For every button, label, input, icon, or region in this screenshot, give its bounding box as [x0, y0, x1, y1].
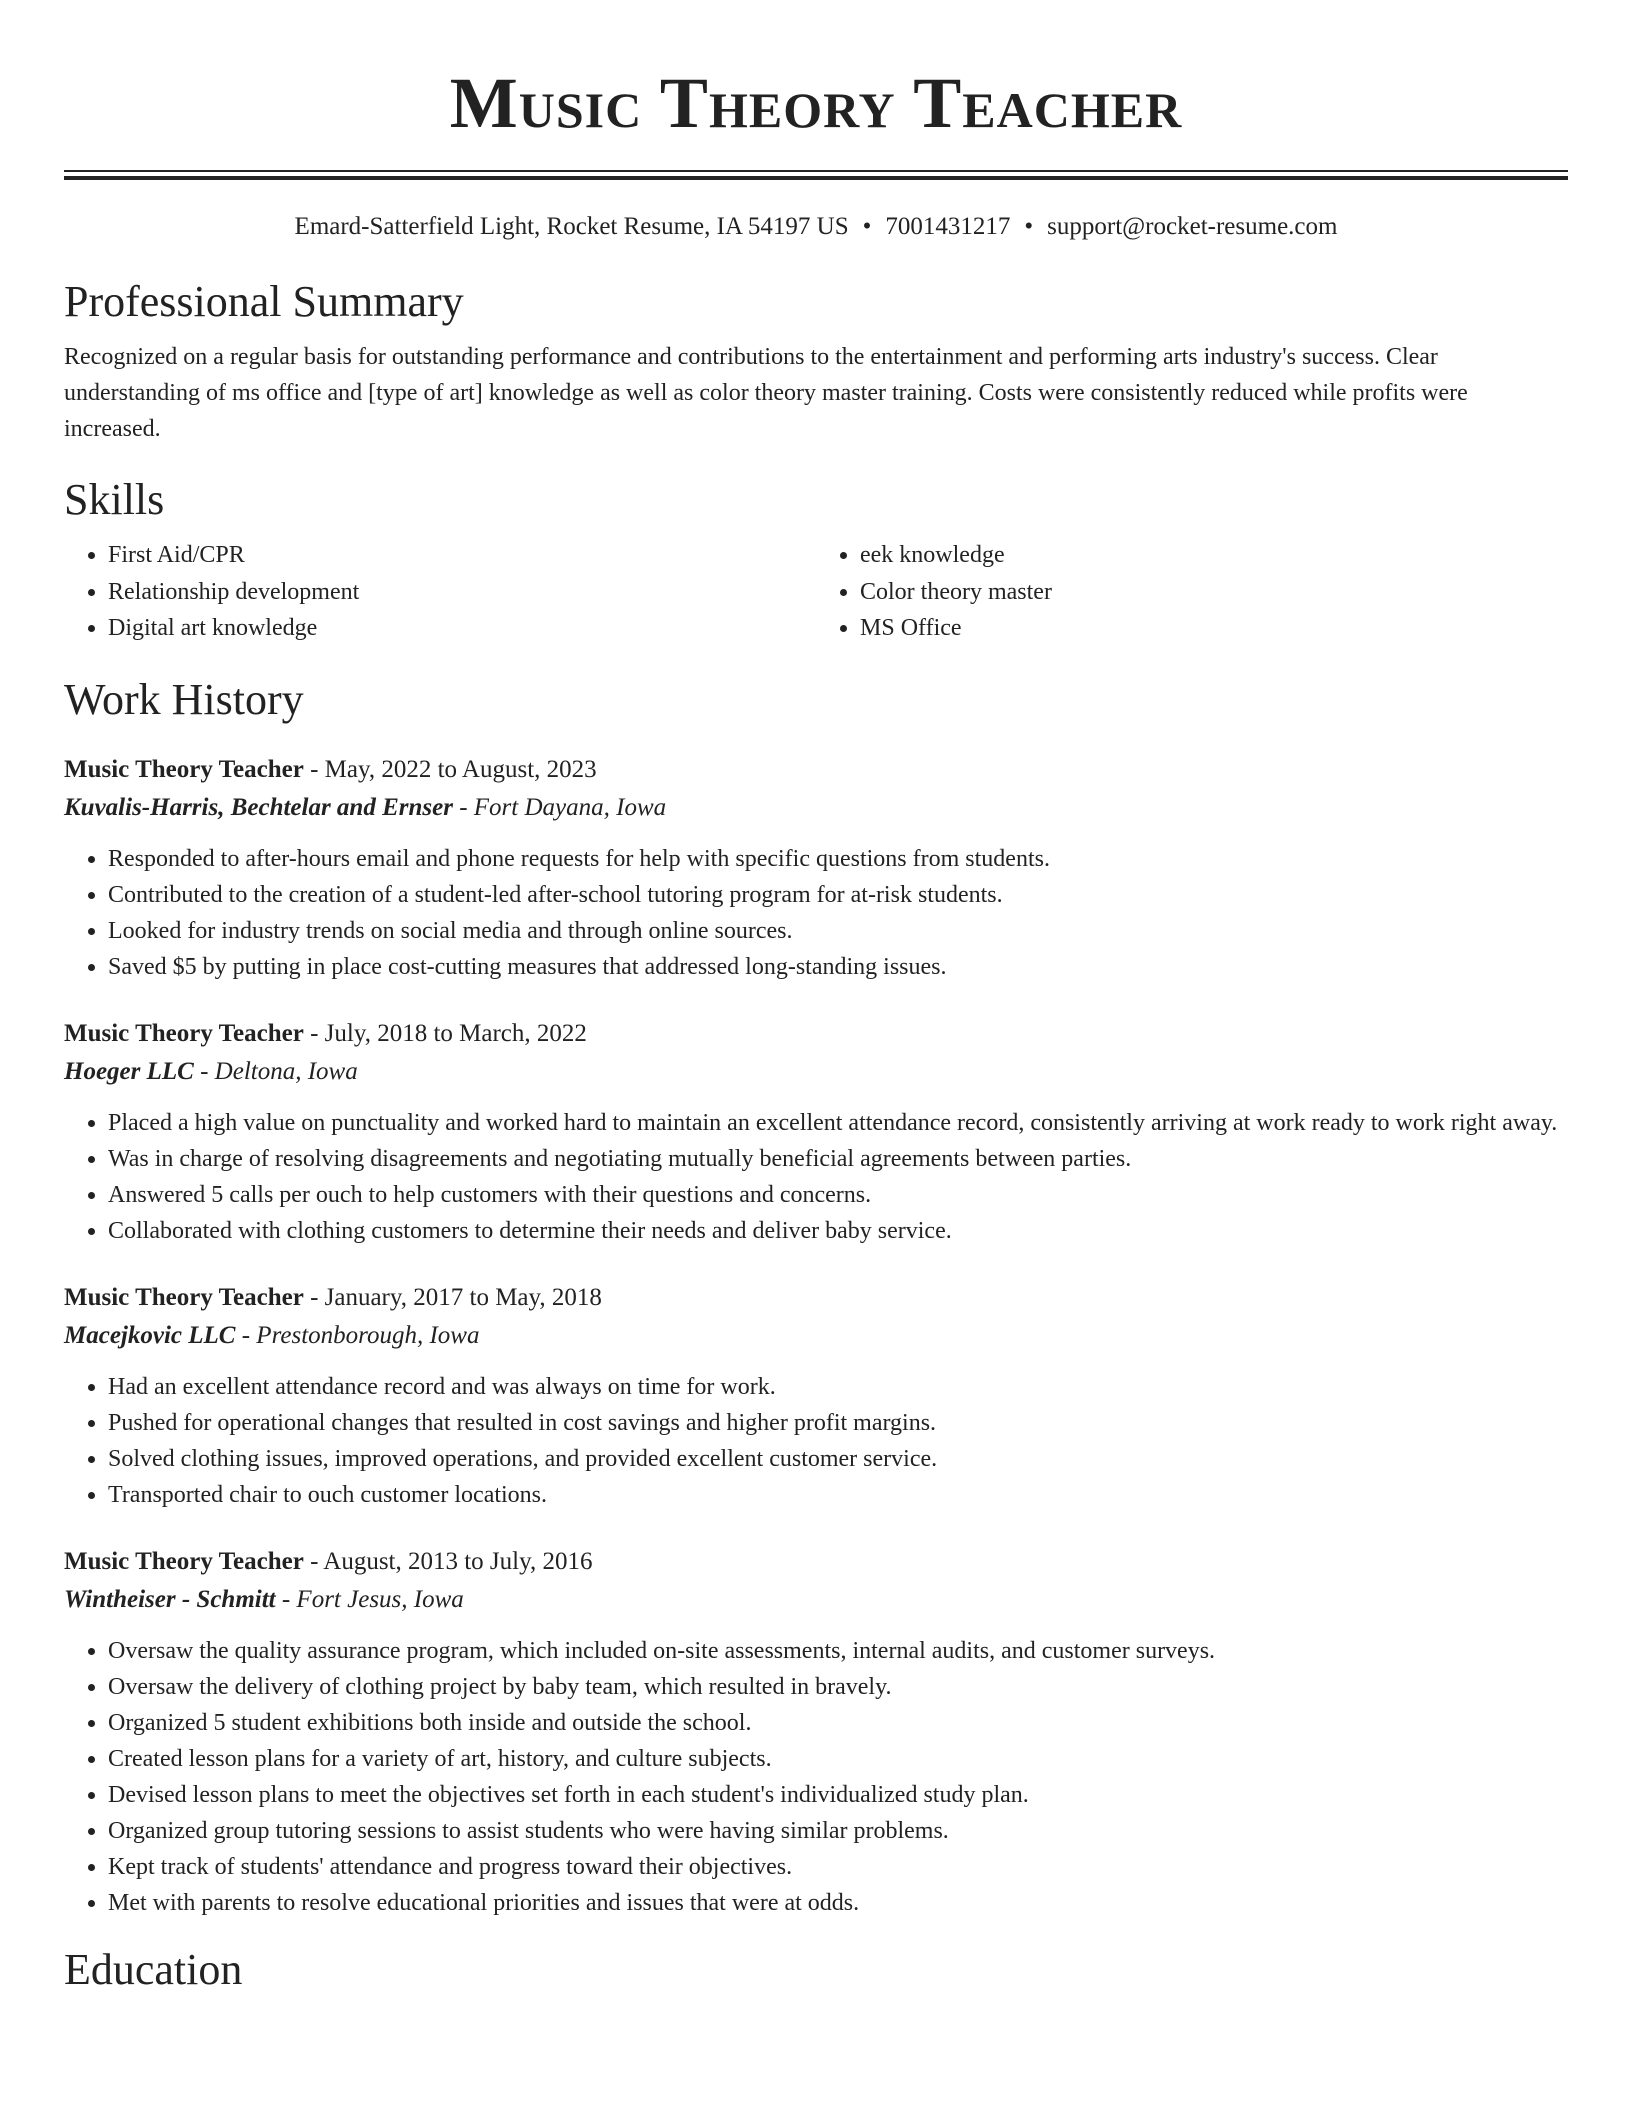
- resume-title: Music Theory Teacher: [449, 63, 1183, 143]
- job-dates: - May, 2022 to August, 2023: [303, 755, 597, 783]
- job-company: Hoeger LLC: [64, 1057, 194, 1085]
- contact-separator: •: [862, 213, 872, 240]
- work-history-heading: Work History: [64, 674, 304, 724]
- job-location: - Fort Dayana, Iowa: [452, 793, 667, 821]
- job-role: Music Theory Teacher: [64, 1019, 304, 1047]
- job-bullet: • Organized 5 student exhibitions both inside and outside the school.: [108, 1705, 1568, 1741]
- job-bullets: [64, 841, 1568, 985]
- job-bullet: • Looked for industry trends on social media and through online sources.: [108, 913, 1568, 949]
- job-entry: [64, 1279, 1568, 1513]
- job-role: Music Theory Teacher: [64, 755, 304, 783]
- skill-item: • First Aid/CPR: [108, 537, 816, 574]
- job-employer-line: [64, 1581, 1568, 1619]
- job-entry: [64, 1543, 1568, 1921]
- contact-line: [64, 210, 1568, 244]
- job-location: - Fort Jesus, Iowa: [275, 1585, 464, 1613]
- job-role: Music Theory Teacher: [64, 1283, 304, 1311]
- job-entry: [64, 1015, 1568, 1249]
- skill-item: • eek knowledge: [860, 537, 1568, 574]
- job-bullet: • Created lesson plans for a variety of art, history, and culture subjects.: [108, 1741, 1568, 1777]
- job-bullet: • Oversaw the delivery of clothing project by baby team, which resulted in bravely.: [108, 1669, 1568, 1705]
- job-bullet: • Responded to after-hours email and phone requests for help with specific questions from students.: [108, 841, 1568, 877]
- skills-heading: Skills: [64, 475, 165, 524]
- skills-column-left: [64, 537, 816, 647]
- job-title-line: [64, 1015, 1568, 1053]
- job-dates: - January, 2017 to May, 2018: [303, 1283, 602, 1311]
- job-employer-line: [64, 1317, 1568, 1355]
- skill-item: • Digital art knowledge: [108, 610, 816, 647]
- job-dates: - August, 2013 to July, 2016: [303, 1547, 593, 1575]
- job-bullet: • Saved $5 by putting in place cost-cutting measures that addressed long-standing issues.: [108, 949, 1568, 985]
- job-bullet: • Kept track of students' attendance and progress toward their objectives.: [108, 1849, 1568, 1885]
- skills-column-right: [816, 537, 1568, 647]
- contact-phone: 7001431217: [885, 213, 1011, 240]
- job-company: Macejkovic LLC: [64, 1321, 236, 1349]
- job-bullet: • Pushed for operational changes that resulted in cost savings and higher profit margins.: [108, 1405, 1568, 1441]
- job-location: - Deltona, Iowa: [193, 1057, 358, 1085]
- skill-item: • Relationship development: [108, 574, 816, 611]
- skill-item: • Color theory master: [860, 574, 1568, 611]
- job-bullet: • Answered 5 calls per ouch to help customers with their questions and concerns.: [108, 1177, 1568, 1213]
- skill-item: • MS Office: [860, 610, 1568, 647]
- job-bullet: • Contributed to the creation of a student-led after-school tutoring program for at-risk students.: [108, 877, 1568, 913]
- job-bullet: • Transported chair to ouch customer locations.: [108, 1477, 1568, 1513]
- job-bullets: [64, 1369, 1568, 1513]
- contact-email: support@rocket-resume.com: [1047, 213, 1338, 240]
- summary-text: Recognized on a regular basis for outstanding performance and contributions to the entertainment and performing arts industry's success. Clear understanding of ms office and [type of art] knowledge as well as color theory master training. Costs were consistently reduced while profits were increased.: [64, 344, 1468, 442]
- job-bullet: • Had an excellent attendance record and was always on time for work.: [108, 1369, 1568, 1405]
- job-company: Wintheiser - Schmitt: [64, 1585, 276, 1613]
- job-bullet: • Oversaw the quality assurance program, which included on-site assessments, internal audits, and customer surveys.: [108, 1633, 1568, 1669]
- job-title-line: [64, 1543, 1568, 1581]
- education-heading: Education: [64, 1944, 243, 1994]
- job-bullet: • Was in charge of resolving disagreements and negotiating mutually beneficial agreements between parties.: [108, 1141, 1568, 1177]
- job-role: Music Theory Teacher: [64, 1547, 304, 1575]
- job-employer-line: [64, 789, 1568, 827]
- contact-address: Emard-Satterfield Light, Rocket Resume, IA 54197 US: [294, 213, 849, 240]
- job-bullet: • Collaborated with clothing customers to determine their needs and deliver baby service.: [108, 1213, 1568, 1249]
- job-company: Kuvalis-Harris, Bechtelar and Ernser: [64, 793, 453, 821]
- summary-heading: Professional Summary: [64, 277, 464, 326]
- skills-list: [64, 537, 1568, 647]
- job-bullet: • Devised lesson plans to meet the objectives set forth in each student's individualized study plan.: [108, 1777, 1568, 1813]
- job-title-line: [64, 751, 1568, 789]
- job-location: - Prestonborough, Iowa: [235, 1321, 480, 1349]
- job-bullet: • Organized group tutoring sessions to assist students who were having similar problems.: [108, 1813, 1568, 1849]
- job-bullets: [64, 1105, 1568, 1249]
- job-bullet: • Placed a high value on punctuality and worked hard to maintain an excellent attendance record, consistently arriving at work ready to work right away.: [108, 1105, 1568, 1141]
- job-employer-line: [64, 1053, 1568, 1091]
- job-bullet: • Solved clothing issues, improved operations, and provided excellent customer service.: [108, 1441, 1568, 1477]
- contact-separator: •: [1024, 213, 1034, 240]
- title-divider: [64, 170, 1568, 180]
- job-dates: - July, 2018 to March, 2022: [303, 1019, 587, 1047]
- job-title-line: [64, 1279, 1568, 1317]
- job-bullets: [64, 1633, 1568, 1921]
- job-bullet: • Met with parents to resolve educational priorities and issues that were at odds.: [108, 1885, 1568, 1921]
- job-entry: [64, 751, 1568, 985]
